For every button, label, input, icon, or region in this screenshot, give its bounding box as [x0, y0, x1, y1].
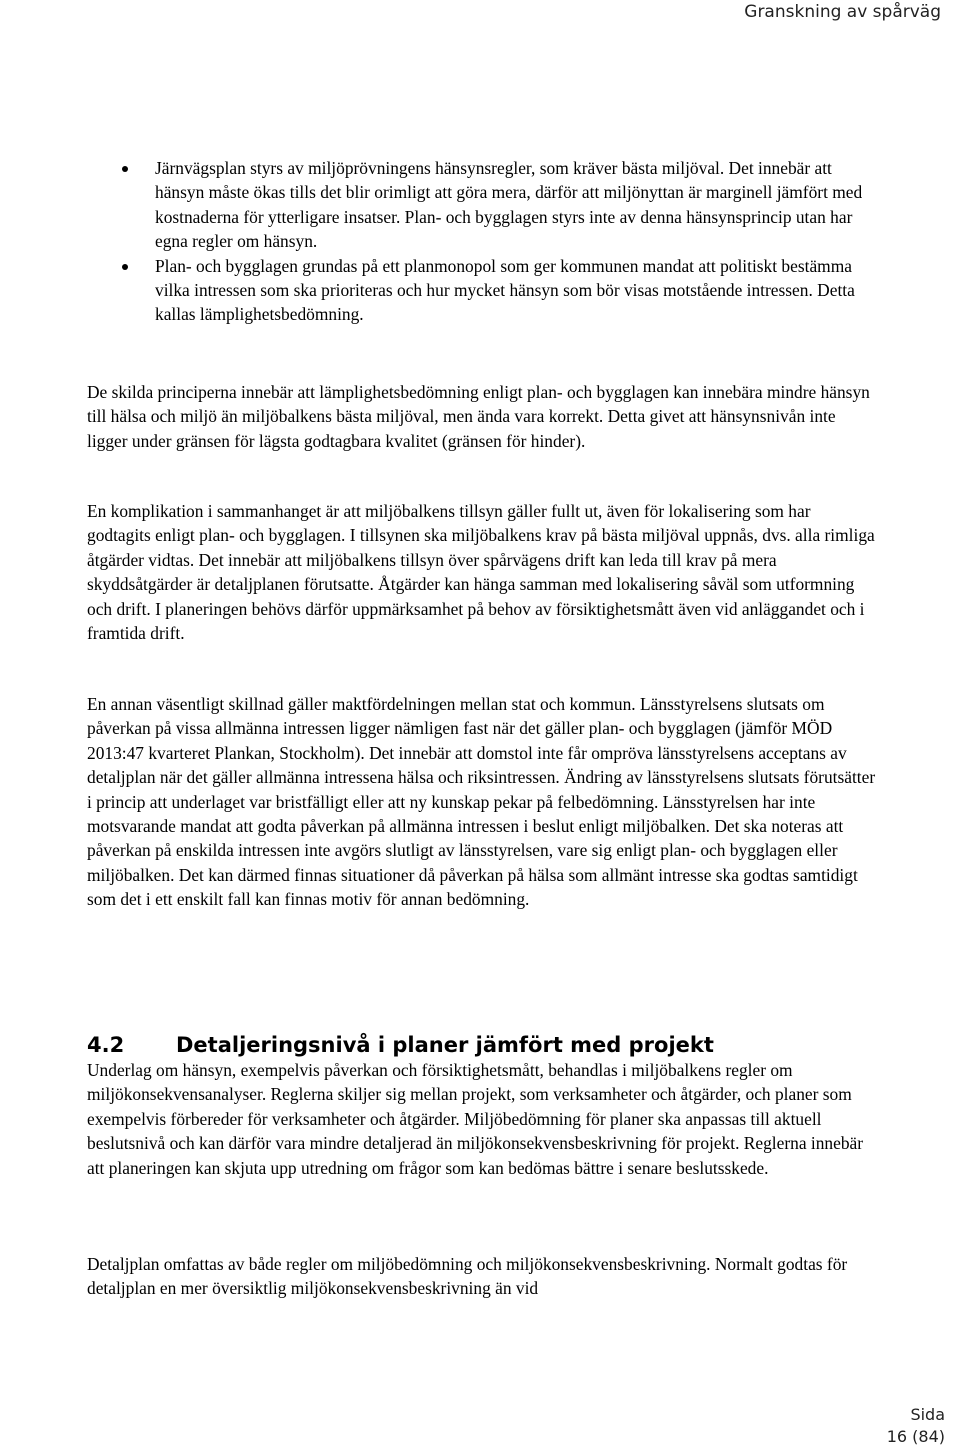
section-heading — [87, 1031, 714, 1059]
bullet-item: Järnvägsplan styrs av miljöprövningens hänsynsregler, som kräver bästa miljöval. Det innebär att hänsyn måste ökas tills det blir orimligt att göra mera, därför att miljönyttan är marginell jämfört med kostnaderna för ytterligare insatser. Plan- och bygglagen styrs inte av denna hänsynsprincip utan har egna regler om hänsyn. — [155, 156, 875, 254]
body-paragraph: De skilda principerna innebär att lämplighetsbedömning enligt plan- och bygglagen kan innebära mindre hänsyn till hälsa och miljö än miljöbalkens bästa miljöval, men ända vara korrekt. Detta givet att hänsynsnivån inte ligger under gränsen för lägsta godtagbara kvalitet (gränsen för hinder). — [87, 382, 870, 451]
section-paragraph: Detaljplan omfattas av både regler om miljöbedömning och miljökonsekvensbeskrivning. Normalt godtas för detaljplan en mer översiktlig miljökonsekvensbeskrivning än vid — [87, 1254, 848, 1299]
body-paragraph: En komplikation i sammanhanget är att miljöbalkens tillsyn gäller fullt ut, även för lokalisering som har godtagits enligt plan- och bygglagen. I tillsynen ska miljöbalkens krav på bästa miljöval uppnås, dvs. alla rimliga åtgärder vidtas. Det innebär att miljöbalkens tillsyn över spårvägens drift kan leda till krav på mera skyddsåtgärder är detaljplanen förutsatte. Åtgärder kan hänga samman med lokalisering såväl som utformning och drift. I planeringen behövs därför uppmärksamhet på behov av försiktighetsmått även vid anläggandet och i framtida drift. — [87, 501, 875, 644]
page-footer — [887, 1404, 945, 1448]
page-label: Sida — [910, 1405, 945, 1424]
document-header-title: Granskning av spårväg — [744, 2, 941, 22]
section-number: 4.2 — [87, 1033, 125, 1057]
page-number: 16 (84) — [886, 1427, 945, 1446]
bullet-item: Plan- och bygglagen grundas på ett planmonopol som ger kommunen mandat att politiskt bestämma vilka intressen som ska prioriteras och hur mycket hänsyn som bör visas motstående intressen. Detta kallas lämplighetsbedömning. — [155, 254, 875, 327]
section-paragraph: Underlag om hänsyn, exempelvis påverkan och försiktighetsmått, behandlas i miljöbalkens regler om miljökonsekvensanalyser. Reglerna skiljer sig mellan projekt, som verksamheter och åtgärder, och planer som exempelvis förbereder för verksamheter och åtgärder. Miljöbedömning för planer ska anpassas till aktuell beslutsnivå och kan därför vara mindre detaljerad än miljökonsekvensbeskrivning för projekt. Reglerna innebär att planeringen kan skjuta upp utredning om frågor som kan bedömas bättre i senare beslutsskede. — [87, 1060, 864, 1178]
section-title: Detaljeringsnivå i planer jämfört med projekt — [176, 1033, 714, 1057]
bullet-list — [155, 156, 875, 327]
body-paragraph: En annan väsentligt skillnad gäller maktfördelningen mellan stat och kommun. Länsstyrelsens slutsats om påverkan på vissa allmänna intressen ligger nämligen fast när det gäller plan- och bygglagen (jämför MÖD 2013:47 kvarteret Plankan, Stockholm). Det innebär att domstol inte får ompröva länsstyrelsens acceptans av detaljplan när det gäller allmänna intressena hälsa och riksintressen. Ändring av länsstyrelsens slutsats förutsätter i princip att underlaget var bristfälligt eller att ny kunskap pekar på felbedömning. Länsstyrelsen har inte motsvarande mandat att godta påverkan på allmänna intressen i beslut enligt miljöbalken. Det ska noteras att påverkan på enskilda intressen inte avgörs slutligt av länsstyrelsen, vare sig enligt plan- och bygglagen eller miljöbalken. Det kan därmed finnas situationer då påverkan på hälsa som allmänt intresse ska godtas samtidigt som det i ett enskilt fall kan finnas motiv för annan bedömning. — [87, 694, 876, 910]
